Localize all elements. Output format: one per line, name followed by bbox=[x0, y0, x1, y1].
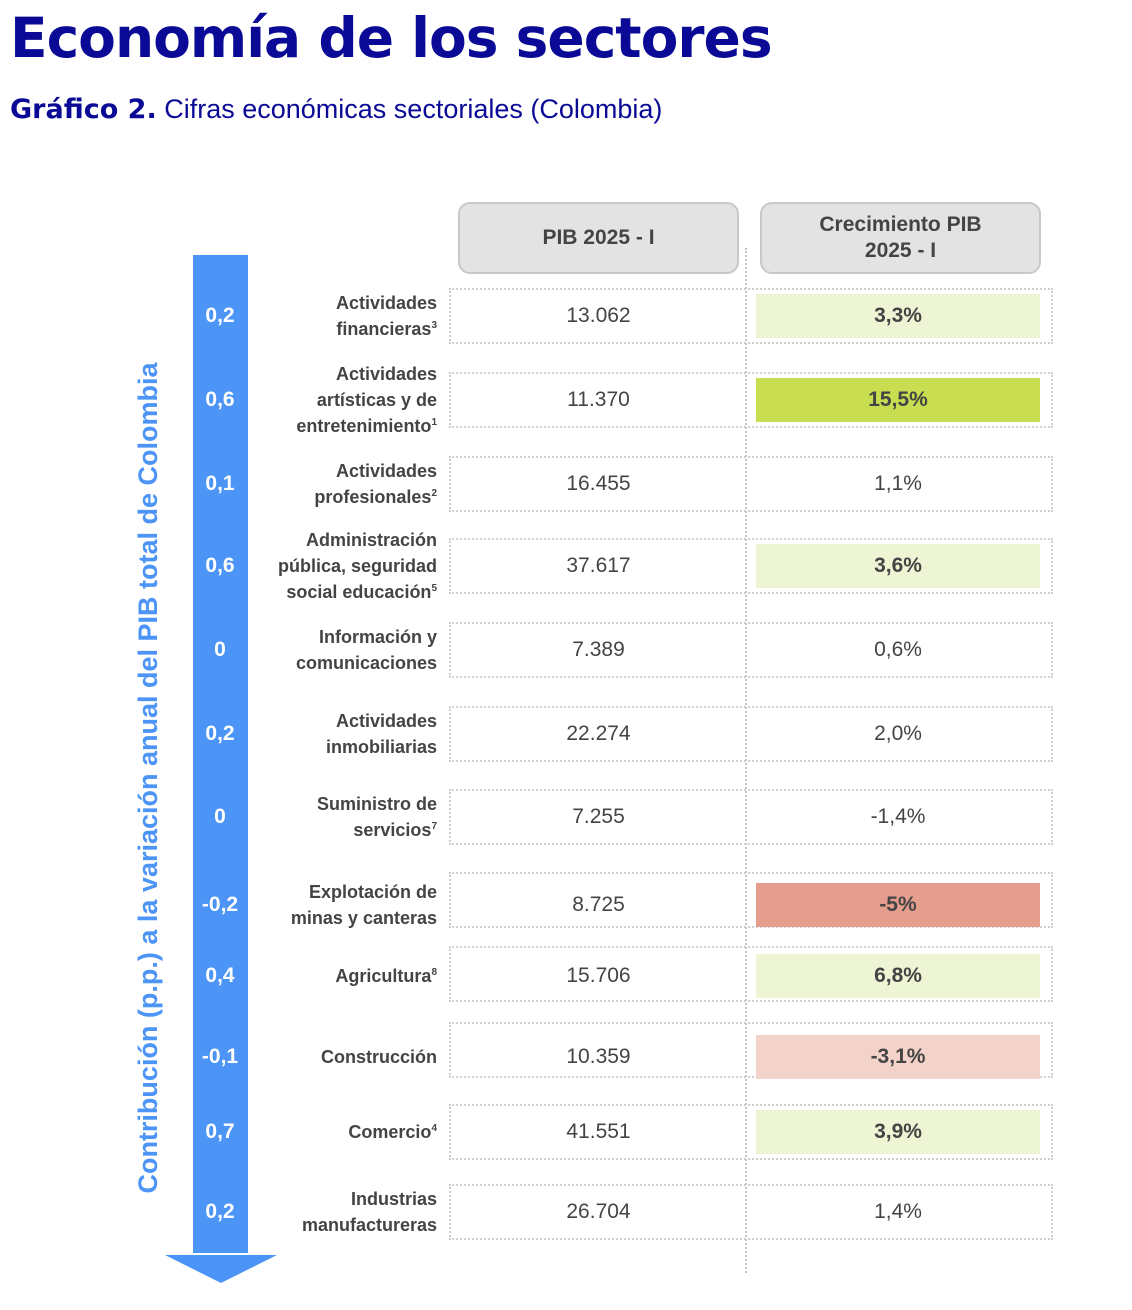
sector-label: Información y comunicaciones bbox=[295, 627, 437, 673]
contribution-value: 0,4 bbox=[205, 964, 235, 987]
sector-label: Explotación de minas y canteras bbox=[290, 882, 437, 928]
growth-value: 0,6% bbox=[874, 638, 922, 661]
sector-label: Comercio$^4$ bbox=[348, 1122, 437, 1142]
sector-label: Actividades financieras$^3$ bbox=[335, 293, 437, 339]
growth-value: -5% bbox=[756, 883, 1040, 927]
footnote-marker: 3 bbox=[431, 320, 437, 331]
pib-value: 10.359 bbox=[566, 1045, 631, 1068]
contribution-value: 0,6 bbox=[205, 388, 235, 411]
pib-value: 22.274 bbox=[566, 722, 631, 745]
growth-value: 3,3% bbox=[756, 294, 1040, 338]
arrow-head bbox=[165, 1255, 277, 1283]
sector-label: Actividades profesionales$^2$ bbox=[314, 461, 437, 507]
footnote-marker: 8 bbox=[431, 967, 437, 978]
chart-subtitle bbox=[10, 94, 662, 125]
chart-caption: Cifras económicas sectoriales (Colombia) bbox=[156, 94, 663, 124]
contribution-value: 0,1 bbox=[205, 472, 235, 495]
sector-label: Actividades artísticas y de entretenimiento$^1$ bbox=[296, 364, 437, 436]
contribution-value: -0,2 bbox=[201, 893, 239, 916]
chart-number: Gráfico 2. bbox=[10, 94, 157, 125]
header-pib bbox=[458, 202, 739, 274]
footnote-marker: 7 bbox=[431, 821, 437, 832]
contribution-value: 0,7 bbox=[205, 1120, 235, 1143]
pib-value: 37.617 bbox=[566, 554, 631, 577]
footnote-marker: 5 bbox=[431, 583, 437, 594]
growth-value: 3,6% bbox=[756, 544, 1040, 588]
pib-value: 26.704 bbox=[566, 1200, 631, 1223]
growth-value: 6,8% bbox=[756, 954, 1040, 998]
growth-value: 15,5% bbox=[756, 378, 1040, 422]
contribution-value: 0 bbox=[214, 805, 226, 828]
sector-label: Administración pública, seguridad social educación$^5$ bbox=[277, 530, 437, 602]
growth-value: 2,0% bbox=[874, 722, 922, 745]
pib-value: 7.255 bbox=[572, 805, 625, 828]
page-title: Economía de los sectores bbox=[10, 6, 772, 70]
contribution-value: 0,6 bbox=[205, 554, 235, 577]
growth-value: 1,1% bbox=[874, 472, 922, 495]
footnote-marker: 4 bbox=[431, 1123, 437, 1134]
growth-value: -3,1% bbox=[756, 1035, 1040, 1079]
sector-label: Construcción bbox=[320, 1047, 437, 1067]
contribution-value: 0,2 bbox=[205, 722, 235, 745]
contribution-axis-label: Contribución (p.p.) a la variación anual del PIB total de Colombia bbox=[133, 362, 163, 1194]
pib-value: 11.370 bbox=[567, 388, 630, 411]
growth-value: -1,4% bbox=[870, 805, 926, 828]
contribution-value: -0,1 bbox=[201, 1045, 239, 1068]
header-pib-label: PIB 2025 - I bbox=[542, 226, 655, 249]
pib-value: 16.455 bbox=[566, 472, 631, 495]
header-growth-label: Crecimiento PIB 2025 - I bbox=[819, 213, 982, 262]
contribution-value: 0,2 bbox=[205, 304, 235, 327]
header-growth bbox=[760, 202, 1041, 274]
pib-value: 13.062 bbox=[566, 304, 631, 327]
growth-value: 3,9% bbox=[756, 1110, 1040, 1154]
pib-value: 15.706 bbox=[566, 964, 631, 987]
contribution-value: 0,2 bbox=[205, 1200, 235, 1223]
growth-value: 1,4% bbox=[874, 1200, 922, 1223]
contribution-value: 0 bbox=[214, 638, 226, 661]
footnote-marker: 1 bbox=[431, 417, 437, 428]
sector-label: Actividades inmobiliarias bbox=[325, 711, 437, 757]
sector-label: Industrias manufactureras bbox=[301, 1189, 437, 1235]
footnote-marker: 2 bbox=[431, 488, 437, 499]
pib-value: 41.551 bbox=[566, 1120, 631, 1143]
sector-label: Agricultura$^8$ bbox=[335, 966, 437, 986]
sector-label: Suministro de servicios$^7$ bbox=[316, 794, 437, 840]
pib-value: 8.725 bbox=[572, 893, 625, 916]
pib-value: 7.389 bbox=[572, 638, 625, 661]
